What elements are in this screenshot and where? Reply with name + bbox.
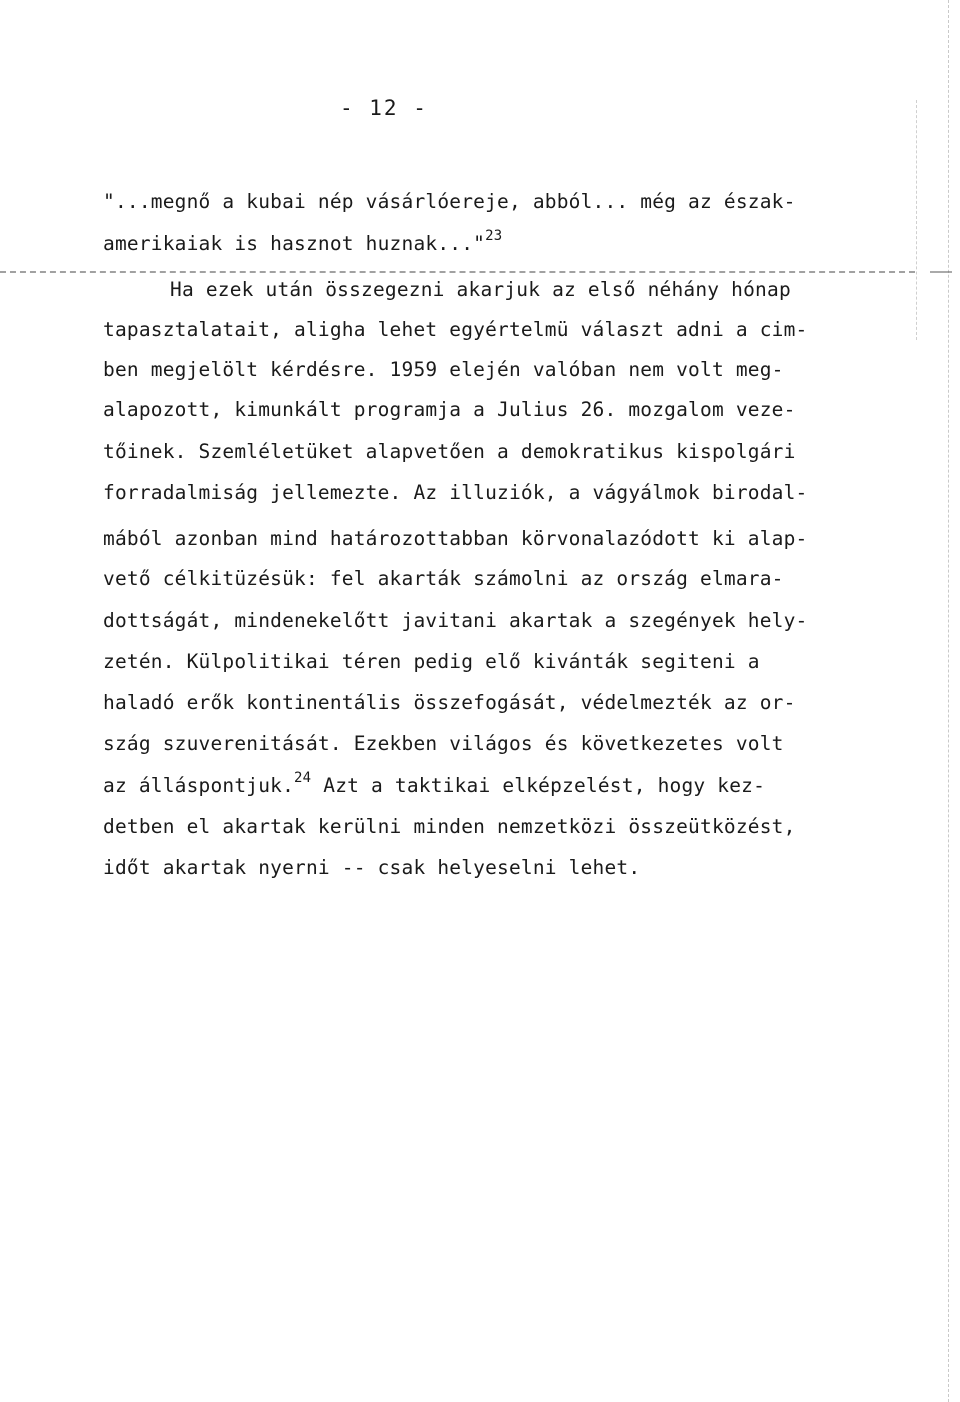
text-line-12: zetén. Külpolitikai téren pedig elő kivánták segiteni a xyxy=(103,650,760,673)
text-line-4: tapasztalatait, aligha lehet egyértelmü választ adni a cim- xyxy=(103,318,808,341)
text-line-6: alapozott, kimunkált programja a Julius 26. mozgalom veze- xyxy=(103,398,796,421)
text-line-13: haladó erők kontinentális összefogását, védelmezték az or- xyxy=(103,691,796,714)
text-line-2 xyxy=(103,228,503,255)
text-line-8: forradalmiság jellemezte. Az illuziók, a vágyálmok birodal- xyxy=(103,481,808,504)
text-line-17: időt akartak nyerni -- csak helyeselni lehet. xyxy=(103,856,641,879)
scan-rule-mark xyxy=(930,271,952,273)
text-line-7: tőinek. Szemléletüket alapvetően a demokratikus kispolgári xyxy=(103,440,796,463)
text-line-1: "...megnő a kubai nép vásárlóereje, abból... még az észak- xyxy=(103,190,796,213)
page-number: - 12 - xyxy=(340,96,428,120)
margin-guide-line xyxy=(948,0,949,1402)
text-line-16: detben el akartak kerülni minden nemzetközi összeütközést, xyxy=(103,815,796,838)
text-line-9: mából azonban mind határozottabban körvonalazódott ki alap- xyxy=(103,527,808,550)
text-line-15 xyxy=(103,770,766,797)
text-line-14: szág szuverenitását. Ezekben világos és következetes volt xyxy=(103,732,784,755)
footnote-ref-24: 24 xyxy=(294,770,312,786)
footnote-ref-23: 23 xyxy=(485,228,503,244)
scan-rule-line xyxy=(0,271,915,273)
text-line-15-start: az álláspontjuk. xyxy=(103,774,295,797)
text-line-3: Ha ezek után összegezni akarjuk az első néhány hónap xyxy=(170,278,791,301)
margin-guide-line-inner xyxy=(916,100,917,340)
text-line-11: dottságát, mindenekelőtt javitani akartak a szegények hely- xyxy=(103,609,808,632)
text-line-5: ben megjelölt kérdésre. 1959 elején valóban nem volt meg- xyxy=(103,358,784,381)
text-line-2-body: amerikaiak is hasznot huznak..." xyxy=(103,232,486,255)
text-line-10: vető célkitüzésük: fel akarták számolni az ország elmara- xyxy=(103,567,784,590)
text-line-15-end: Azt a taktikai elképzelést, hogy kez- xyxy=(311,774,766,797)
